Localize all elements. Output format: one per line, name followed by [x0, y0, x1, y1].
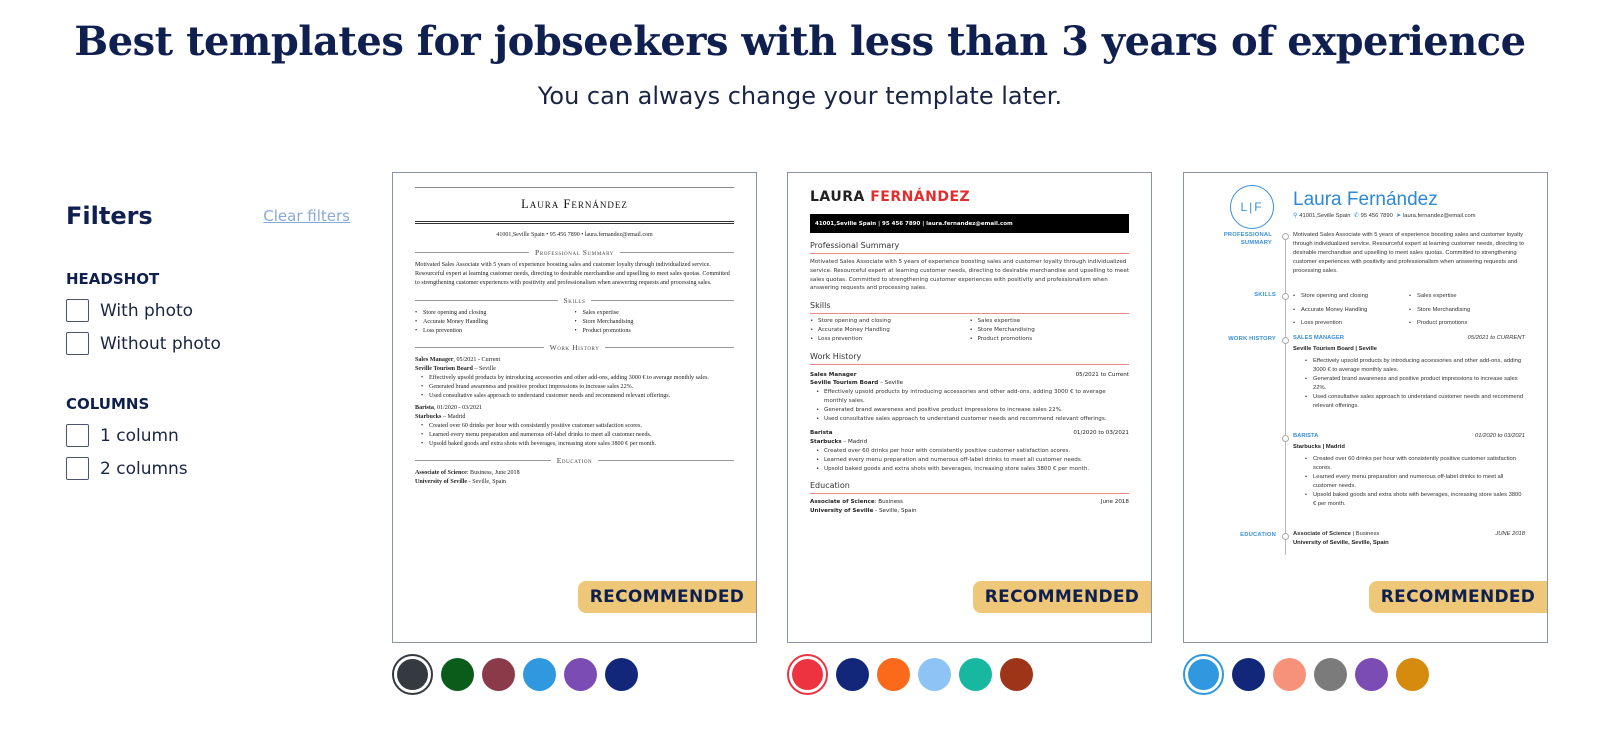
edu-degree: Associate of Science	[1293, 531, 1351, 537]
skill-item: • Store opening and closing	[810, 317, 970, 326]
filter-option-label: Without photo	[100, 333, 221, 354]
email-icon: ➤	[1396, 213, 1401, 219]
section-heading: Work History	[810, 352, 1129, 365]
color-swatch[interactable]	[787, 654, 828, 695]
section-label: PROFESSIONAL SUMMARY	[1223, 232, 1272, 246]
job-bullet: • Upsold baked goods and extra shots with beverages, increasing store sales 3800 € per month.	[1305, 491, 1525, 509]
job-bullet: • Generated brand awareness and positive product impressions to increase sales 22%.	[816, 406, 1129, 415]
resume-last-name: FERNÁNDEZ	[870, 189, 971, 205]
color-swatch[interactable]	[482, 658, 515, 691]
skill-item: • Store opening and closing	[415, 309, 575, 318]
filter-option-label: With photo	[100, 300, 194, 321]
timeline-node	[1282, 435, 1289, 442]
section-heading: Skills	[810, 301, 1129, 314]
job-entry	[1293, 334, 1525, 411]
section-heading-label: Skills	[563, 295, 586, 305]
job-entry: Barista, 01/2020 - 03/2021 Starbucks – Madrid • Created over 60 drinks per hour with consistently positive customer satisfaction scores. • Learned every menu preparation and numerous off-label drinks to meet all customer needs. • Upsold baked goods and extra shots with beverages, increasing store sales 3800 € per month.	[415, 404, 734, 449]
job-bullet: • Learned every menu preparation and numerous off-label drinks to meet all customer needs.	[1305, 473, 1525, 491]
color-swatch-fill	[792, 659, 823, 690]
skill-item: • Product promotions	[970, 335, 1130, 344]
section-heading-label: Work History	[549, 342, 600, 352]
education-entry	[1293, 530, 1525, 548]
color-swatch[interactable]	[441, 658, 474, 691]
resume-first-name: Laura	[1293, 189, 1342, 210]
timeline-node	[1282, 533, 1289, 540]
filter-option-2-columns[interactable]	[66, 457, 356, 480]
edu-degree: Associate of Science	[415, 469, 467, 476]
job-title: Barista	[415, 404, 434, 411]
job-dates: , 01/2020 - 03/2021	[433, 404, 483, 411]
color-swatches-classic	[396, 654, 646, 695]
color-swatch[interactable]	[1273, 658, 1306, 691]
color-swatches-modern	[791, 654, 1041, 695]
job-city: Seville	[479, 365, 496, 372]
resume-preview	[1184, 173, 1547, 642]
section-label: WORK HISTORY	[1228, 336, 1276, 342]
color-swatch[interactable]	[1355, 658, 1388, 691]
skill-item: • Product promotions	[575, 327, 735, 336]
edu-field: | Business	[1351, 531, 1380, 537]
section-heading: Education	[810, 481, 1129, 494]
job-dates: 05/2021 to Current	[1075, 371, 1129, 378]
divider	[415, 221, 734, 224]
color-swatches-timeline	[1187, 654, 1437, 695]
job-title: Barista	[810, 430, 833, 437]
job-employer: Seville Tourism Board | Seville	[1293, 346, 1377, 352]
job-employer: Seville Tourism Board	[415, 365, 473, 372]
edu-location: - Seville, Spain	[873, 508, 917, 515]
job-entry: Barista 01/2020 to 03/2021 Starbucks – Madrid • Created over 60 drinks per hour with consistently positive customer satisfaction scores. • Learned every menu preparation and numerous off-label drinks to meet all customer needs. • Upsold baked goods and extra shots with beverages, increasing store sales 3800 € per month.	[810, 429, 1129, 473]
filter-option-without-photo[interactable]	[66, 332, 356, 355]
timeline-node	[1282, 233, 1289, 240]
job-entry: Sales Manager 05/2021 to Current Seville Tourism Board – Seville • Effectively upsold products by introducing accessories and other add-ons, adding 3000 € to average monthly sales. • Generated brand awareness and positive product impressions to increase sales 22%. • Used consultative sales approach to understand customer needs and recommend relevant offerings.	[810, 371, 1129, 424]
clear-filters-link[interactable]: Clear filters	[263, 207, 350, 225]
color-swatch[interactable]	[605, 658, 638, 691]
resume-name	[810, 189, 1129, 205]
job-employer: Starbucks	[415, 413, 442, 420]
skill-item: • Loss prevention	[1293, 317, 1409, 331]
skill-item: • Accurate Money Handling	[1293, 304, 1409, 318]
job-title: Sales Manager	[810, 371, 857, 378]
template-card-classic[interactable]	[392, 172, 757, 643]
job-title: BARISTA	[1293, 433, 1319, 439]
edu-school: University of Seville	[415, 478, 468, 485]
edu-degree: Associate of Science	[810, 499, 875, 506]
job-bullet: • Effectively upsold products by introducing accessories and other add-ons, adding 3000 € to average monthly sales.	[1305, 357, 1525, 375]
job-dates: 01/2020 to 03/2021	[1073, 430, 1129, 437]
page-title: Best templates for jobseekers with less than 3 years of experience	[74, 18, 1526, 65]
filter-option-1-column[interactable]	[66, 424, 356, 447]
filter-option-label: 1 column	[100, 425, 179, 446]
section-heading	[415, 456, 734, 465]
filter-group-headshot-title: HEADSHOT	[66, 270, 160, 288]
one-column-checkbox[interactable]	[66, 424, 89, 447]
job-title: SALES MANAGER	[1293, 335, 1344, 341]
color-swatch[interactable]	[392, 654, 433, 695]
filters-panel	[66, 202, 356, 480]
color-swatch[interactable]	[877, 658, 910, 691]
timeline-node	[1282, 337, 1289, 344]
color-swatch[interactable]	[1232, 658, 1265, 691]
section-heading	[415, 343, 734, 352]
job-bullet: • Used consultative sales approach to understand customer needs and recommend relevant offerings.	[816, 415, 1129, 424]
job-dates: , 05/2021 - Current	[453, 356, 501, 363]
skill-item: • Product promotions	[1409, 317, 1525, 331]
edu-field: : Business	[874, 499, 903, 506]
job-bullet: • Used consultative sales approach to understand customer needs and recommend relevant offerings.	[1305, 393, 1525, 411]
resume-preview	[393, 173, 756, 487]
skills-list	[1293, 290, 1525, 331]
color-swatch[interactable]	[918, 658, 951, 691]
skill-item: • Store Merchandising	[970, 326, 1130, 335]
edu-school: University of Seville, Seville, Spain	[1293, 540, 1389, 546]
job-bullet: • Upsold baked goods and extra shots with beverages, increasing store sales 3800 € per month.	[816, 465, 1129, 474]
job-city: Madrid	[847, 439, 868, 446]
job-city: Seville	[884, 380, 904, 387]
job-bullet: • Effectively upsold products by introducing accessories and other add-ons, adding 3000 € to average monthly sales.	[816, 388, 1129, 406]
section-heading-label: Education	[556, 455, 593, 465]
template-card-modern[interactable]	[787, 172, 1152, 643]
resume-contact: 41001,Seville Spain • 95 456 7890 • laura.fernandez@email.com	[496, 232, 653, 238]
job-bullet: • Used consultative sales approach to understand customer needs and recommend relevant offerings.	[421, 392, 734, 401]
summary-text: Motivated Sales Associate with 5 years of experience boosting sales and customer loyalty through individualized service. Resourceful expert at learning customer needs, directing to desirable merchandise and upselling to meet sales quotas. Committed to strengthening customer experiences with positivity and professionalism when answering requests and processing sales.	[1293, 232, 1525, 274]
color-swatch[interactable]	[1396, 658, 1429, 691]
edu-date: JUNE 2018	[1495, 531, 1525, 537]
filter-option-label: 2 columns	[100, 458, 188, 479]
skill-item: • Store opening and closing	[1293, 290, 1409, 304]
color-swatch[interactable]	[523, 658, 556, 691]
resume-preview	[788, 173, 1151, 516]
page-subtitle: You can always change your template later.	[537, 82, 1063, 110]
resume-contact: 41001,Seville Spain | 95 456 7890 | laura.fernandez@email.com	[810, 214, 1129, 233]
job-employer: Seville Tourism Board	[810, 380, 879, 387]
job-bullet: • Learned every menu preparation and numerous off-label drinks to meet all customer needs.	[816, 456, 1129, 465]
job-bullet: • Learned every menu preparation and numerous off-label drinks to meet all customer needs.	[421, 431, 734, 440]
job-bullet: • Created over 60 drinks per hour with consistently positive customer satisfaction scores.	[421, 422, 734, 431]
recommended-badge: RECOMMENDED	[973, 581, 1151, 613]
contact-phone: 95 456 7890	[1360, 213, 1393, 219]
recommended-badge: RECOMMENDED	[578, 581, 756, 613]
color-swatch-fill	[1188, 659, 1219, 690]
edu-field: : Business, June 2018	[466, 469, 520, 476]
section-heading: Professional Summary	[810, 241, 1129, 254]
resume-name	[1293, 189, 1438, 211]
color-swatch[interactable]	[1000, 658, 1033, 691]
job-dates: 05/2021 to CURRENT	[1467, 335, 1525, 341]
recommended-badge: RECOMMENDED	[1369, 581, 1547, 613]
timeline-line	[1285, 235, 1286, 555]
section-label: EDUCATION	[1240, 532, 1276, 538]
color-swatch[interactable]	[959, 658, 992, 691]
job-employer: Starbucks | Madrid	[1293, 444, 1345, 450]
section-heading-label: Professional Summary	[535, 248, 614, 257]
job-bullet: • Effectively upsold products by introducing accessories and other add-ons, adding 3000 € to average monthly sales.	[421, 374, 734, 383]
skill-item: • Store Merchandising	[1409, 304, 1525, 318]
job-bullet: • Created over 60 drinks per hour with consistently positive customer satisfaction scores.	[816, 447, 1129, 456]
skill-item: • Accurate Money Handling	[415, 318, 575, 327]
job-city: Madrid	[447, 413, 466, 420]
color-swatch[interactable]	[836, 658, 869, 691]
two-columns-checkbox[interactable]	[66, 457, 89, 480]
divider	[415, 187, 734, 188]
job-entry: Sales Manager, 05/2021 - Current Seville Tourism Board – Seville • Effectively upsold products by introducing accessories and other add-ons, adding 3000 € to average monthly sales. • Generated brand awareness and positive product impressions to increase sales 22%. • Used consultative sales approach to understand customer needs and recommend relevant offerings.	[415, 356, 734, 401]
skill-item: • Store Merchandising	[575, 318, 735, 327]
edu-location: - Seville, Spain	[467, 478, 507, 485]
with-photo-checkbox[interactable]	[66, 299, 89, 322]
skill-item: • Loss prevention	[415, 327, 575, 336]
edu-date: June 2018	[1100, 499, 1129, 506]
skills-list	[415, 309, 734, 336]
skill-item: • Accurate Money Handling	[810, 326, 970, 335]
skill-item: • Sales expertise	[575, 309, 735, 318]
job-employer: Starbucks	[810, 439, 842, 446]
resume-contact	[1293, 213, 1476, 219]
color-swatch[interactable]	[564, 658, 597, 691]
filter-group-columns-title: COLUMNS	[66, 395, 150, 413]
filter-option-with-photo[interactable]	[66, 299, 356, 322]
job-bullet: • Generated brand awareness and positive product impressions to increase sales 22%.	[1305, 375, 1525, 393]
filters-title: Filters	[66, 202, 153, 230]
job-bullet: • Generated brand awareness and positive product impressions to increase sales 22%.	[421, 383, 734, 392]
summary-text: Motivated Sales Associate with 5 years of experience boosting sales and customer loyalty through individualized service. Resourceful expert at learning customer needs, directing to desirable merchandise and upselling to meet sales quotas. Committed to strengthening customer experiences with positivity and professionalism when answering requests and processing sales.	[415, 262, 730, 287]
timeline-node	[1282, 293, 1289, 300]
job-bullet: • Created over 60 drinks per hour with consistently positive customer satisfaction scores.	[1305, 455, 1525, 473]
contact-email: laura.fernandez@email.com	[1402, 213, 1476, 219]
template-card-timeline[interactable]	[1183, 172, 1548, 643]
phone-icon: ✆	[1353, 213, 1359, 219]
job-entry	[1293, 432, 1525, 509]
without-photo-checkbox[interactable]	[66, 332, 89, 355]
section-heading	[415, 248, 734, 257]
monogram: L|F	[1230, 185, 1274, 229]
summary-text: Motivated Sales Associate with 5 years of experience boosting sales and customer loyalty through individualized service. Resourceful expert at learning customer needs, directing to desirable merchandise and upselling to meet sales quotas. Committed to strengthening customer experiences with positivity and professionalism when answering requests and processing sales.	[810, 259, 1130, 292]
resume-name: Laura Fernández	[521, 197, 628, 211]
skill-item: • Sales expertise	[1409, 290, 1525, 304]
skill-item: • Loss prevention	[810, 335, 970, 344]
section-heading	[415, 296, 734, 305]
edu-school: University of Seville	[810, 508, 874, 515]
job-dates: 01/2020 to 03/2021	[1475, 433, 1525, 439]
color-swatch[interactable]	[1183, 654, 1224, 695]
resume-last-name: Fernández	[1346, 189, 1438, 210]
contact-city: 41001,Seville Spain	[1299, 213, 1351, 219]
skills-list	[810, 317, 1129, 343]
resume-first-name: LAURA	[810, 189, 865, 205]
job-title: Sales Manager	[415, 356, 454, 363]
color-swatch-fill	[397, 659, 428, 690]
skill-item: • Sales expertise	[970, 317, 1130, 326]
location-icon: ⚲	[1293, 213, 1298, 219]
color-swatch[interactable]	[1314, 658, 1347, 691]
job-bullet: • Upsold baked goods and extra shots with beverages, increasing store sales 3800 € per month.	[421, 440, 734, 449]
section-label: SKILLS	[1254, 292, 1276, 298]
